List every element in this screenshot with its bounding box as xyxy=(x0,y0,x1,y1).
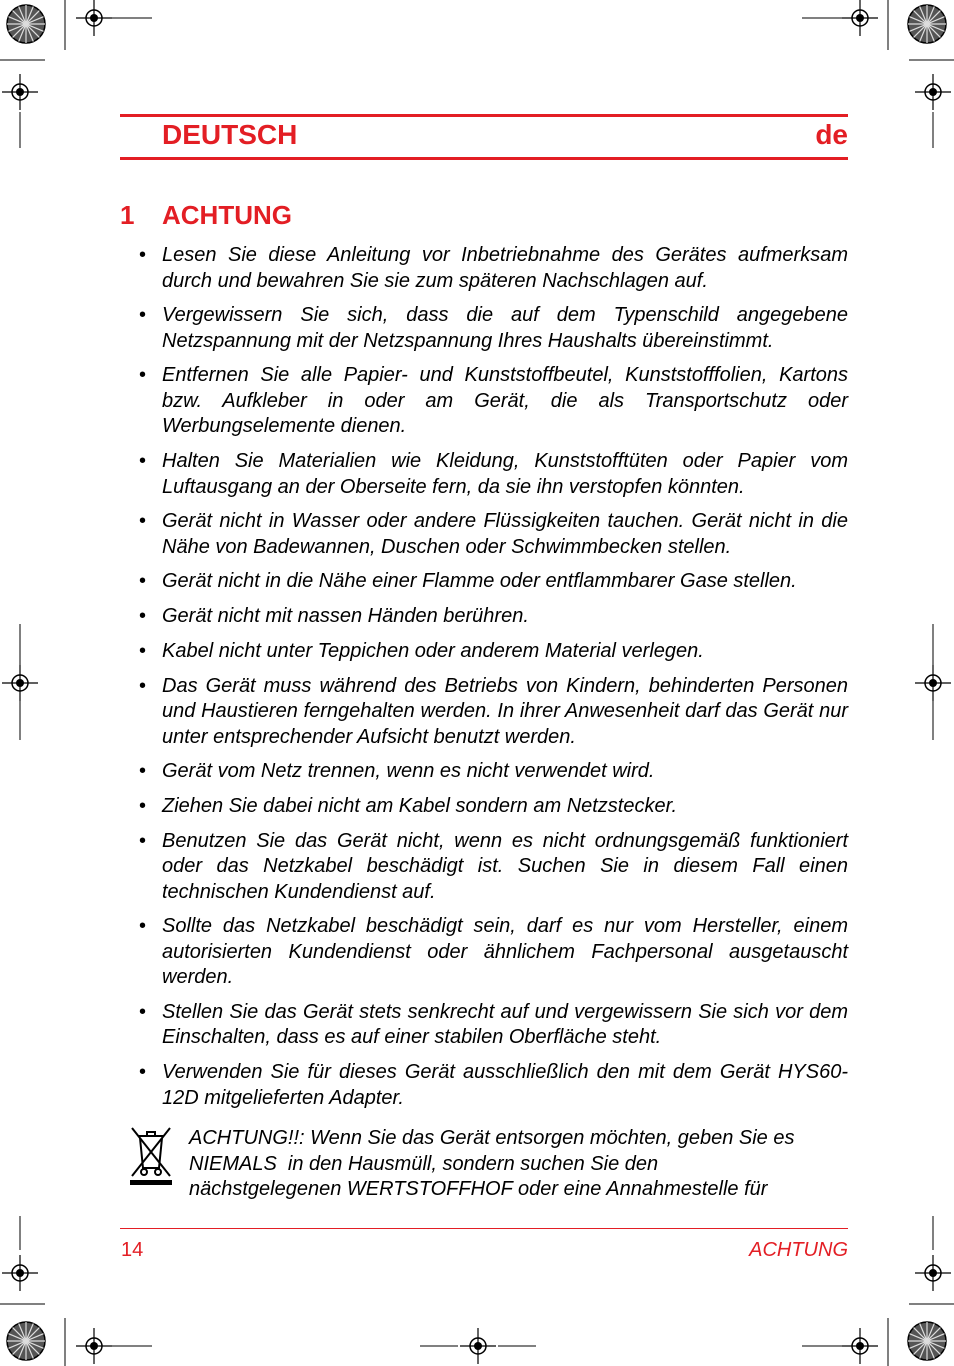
bullet-glyph: • xyxy=(139,605,147,628)
list-item xyxy=(120,509,848,560)
bullet-glyph: • xyxy=(139,674,147,697)
disposal-notice-line: nächstgelegenen WERTSTOFFHOF oder eine Annahmestelle für xyxy=(189,1178,768,1200)
disposal-notice-line: ACHTUNG!!: Wenn Sie das Gerät entsorgen möchten, geben Sie es xyxy=(189,1127,795,1149)
bullet-glyph: • xyxy=(139,364,147,387)
list-item xyxy=(120,794,848,820)
crosshair-mark-top-2 xyxy=(842,0,878,36)
list-item xyxy=(120,604,848,630)
bullet-glyph: • xyxy=(139,794,147,817)
footer-section-name: ACHTUNG xyxy=(749,1239,848,1261)
section-heading xyxy=(120,199,292,231)
bullet-glyph: • xyxy=(139,1061,147,1084)
list-item xyxy=(120,1060,848,1111)
bullet-glyph: • xyxy=(139,639,147,662)
bullet-glyph: • xyxy=(139,450,147,473)
page-number: 14 xyxy=(121,1239,144,1261)
list-item xyxy=(120,363,848,440)
crosshair-mark-bottom-3 xyxy=(842,1328,878,1364)
crosshair-mark-top-1 xyxy=(76,0,112,36)
list-item-text: Vergewissern Sie sich, dass die auf dem Typenschild angegebene Netzspannung mit der Netzspannung Ihres Haushalts übereinstimmt. xyxy=(162,304,848,352)
bullet-glyph: • xyxy=(139,244,147,266)
list-item-text: Stellen Sie das Gerät stets senkrecht auf und vergewissern Sie sich vor dem Einschalten, dass es auf einer stabilen Oberfläche steht. xyxy=(162,1000,848,1049)
crosshair-mark-left-3 xyxy=(2,1255,38,1291)
safety-instructions-list xyxy=(120,243,848,1120)
list-item xyxy=(120,914,848,991)
list-item-text: Gerät nicht mit nassen Händen berühren. xyxy=(162,605,529,628)
corner-star-top-right xyxy=(908,5,946,43)
list-item-text: Halten Sie Materialien wie Kleidung, Kunststofftüten oder Papier vom Luftausgang an der Oberseite fern, da sie ihn verstopfen könnten. xyxy=(162,450,848,498)
list-item-text: Verwenden Sie für dieses Gerät ausschließlich den mit dem Gerät HYS60-12D mitgelieferten Adapter. xyxy=(162,1061,848,1109)
list-item xyxy=(120,303,848,354)
list-item xyxy=(120,674,848,751)
header-language-code: de xyxy=(815,119,848,150)
list-item-text: Benutzen Sie das Gerät nicht, wenn es nicht ordnungsgemäß funktioniert oder das Netzkabel beschädigt ist. Suchen Sie in diesem Fall einen technischen Kundendienst auf. xyxy=(162,829,848,903)
list-item xyxy=(120,569,848,595)
list-item xyxy=(120,639,848,665)
bullet-glyph: • xyxy=(139,570,147,593)
list-item xyxy=(120,759,848,785)
crosshair-mark-left-2 xyxy=(2,665,38,701)
footer-rule xyxy=(120,1228,848,1229)
crossed-out-wheelie-bin-icon xyxy=(128,1124,174,1186)
list-item xyxy=(120,449,848,500)
list-item-text: Lesen Sie diese Anleitung vor Inbetriebnahme des Gerätes aufmerksam durch und bewahren Sie sie zum späteren Nachschlagen auf. xyxy=(162,244,848,292)
corner-star-bottom-right xyxy=(908,1322,946,1360)
bullet-glyph: • xyxy=(139,915,147,938)
section-number: 1 xyxy=(120,200,135,230)
crosshair-mark-bottom-2 xyxy=(460,1328,496,1364)
list-item-text: Gerät nicht in Wasser oder andere Flüssigkeiten tauchen. Gerät nicht in die Nähe von Badewannen, Duschen oder Schwimmbecken stellen. xyxy=(162,510,848,558)
list-item xyxy=(120,243,848,294)
list-item-text: Ziehen Sie dabei nicht am Kabel sondern am Netzstecker. xyxy=(162,794,678,817)
crosshair-mark-right-2 xyxy=(915,665,951,701)
bullet-glyph: • xyxy=(139,829,147,852)
header-rule-bottom xyxy=(120,157,848,160)
bullet-glyph: • xyxy=(139,510,147,533)
corner-star-top-left xyxy=(7,5,45,43)
list-item-text: Das Gerät muss während des Betriebs von Kindern, behinderten Personen und Haustieren ferngehalten werden. In ihrer Anwesenheit darf das Gerät nur unter entsprechender Aufsicht benutzt werden. xyxy=(162,674,848,748)
bullet-glyph: • xyxy=(139,760,147,783)
list-item-text: Kabel nicht unter Teppichen oder anderem Material verlegen. xyxy=(162,639,704,662)
header-rule-top xyxy=(120,114,848,117)
list-item xyxy=(120,1000,848,1051)
list-item xyxy=(120,829,848,906)
crosshair-mark-right-1 xyxy=(915,74,951,110)
disposal-notice xyxy=(189,1126,849,1203)
bullet-glyph: • xyxy=(139,1000,147,1023)
crosshair-mark-right-3 xyxy=(915,1255,951,1291)
crosshair-mark-left-1 xyxy=(2,74,38,110)
disposal-notice-line: NIEMALS in den Hausmüll, sondern suchen Sie den xyxy=(189,1152,659,1175)
crosshair-mark-bottom-1 xyxy=(76,1328,112,1364)
section-title: ACHTUNG xyxy=(162,200,292,230)
bullet-glyph: • xyxy=(139,304,147,327)
list-item-text: Gerät nicht in die Nähe einer Flamme oder entflammbarer Gase stellen. xyxy=(162,570,797,593)
list-item-text: Entfernen Sie alle Papier- und Kunststoffbeutel, Kunststofffolien, Kartons bzw. Aufkleber in oder am Gerät, die als Transportschutz oder Werbungselemente dienen. xyxy=(162,364,848,438)
list-item-text: Sollte das Netzkabel beschädigt sein, darf es nur vom Hersteller, einem autorisierten Kundendienst oder ähnlichem Fachpersonal ausgetauscht werden. xyxy=(162,915,848,989)
corner-star-bottom-left xyxy=(7,1322,45,1360)
header-language-title: DEUTSCH xyxy=(162,119,298,150)
list-item-text: Gerät vom Netz trennen, wenn es nicht verwendet wird. xyxy=(162,760,655,783)
